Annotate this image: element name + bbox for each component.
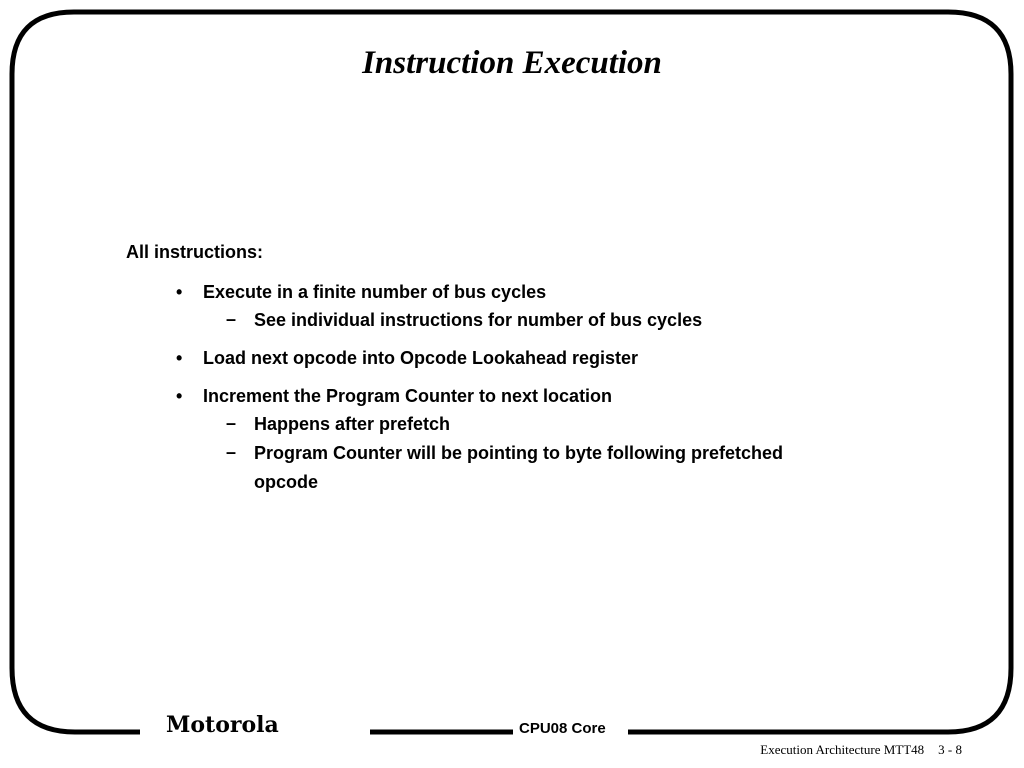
- bullet-marker: •: [176, 348, 183, 368]
- sub-bullet-marker: –: [226, 442, 237, 462]
- bullet-marker: •: [176, 282, 183, 302]
- sub-bullet-marker: –: [226, 309, 237, 329]
- bullet-marker: •: [176, 386, 183, 406]
- slide-title: Instruction Execution: [362, 45, 662, 81]
- bullet-item-label: Execute in a finite number of bus cycles: [203, 282, 547, 302]
- footer-course-name: Execution Architecture MTT48: [760, 742, 925, 757]
- sub-bullet-label: See individual instructions for number of bus cycles: [254, 310, 703, 330]
- footer-course-title: CPU08 Core: [513, 720, 612, 737]
- bullet-item-label: Load next opcode into Opcode Lookahead register: [203, 348, 639, 368]
- sub-bullet-label-continuation: opcode: [254, 472, 319, 492]
- sub-bullet-label: Program Counter will be pointing to byte following prefetched: [254, 443, 784, 463]
- frame-border: [12, 12, 1011, 732]
- sub-bullet-label: Happens after prefetch: [254, 414, 451, 434]
- footer-brand-logo: Motorola: [162, 712, 283, 738]
- bullet-item-label: Increment the Program Counter to next location: [203, 386, 613, 406]
- sub-bullet-marker: –: [226, 413, 237, 433]
- footer-page-number: 3 - 8: [938, 742, 962, 757]
- footer-course-info: [760, 742, 962, 758]
- intro-text: All instructions:: [126, 242, 264, 262]
